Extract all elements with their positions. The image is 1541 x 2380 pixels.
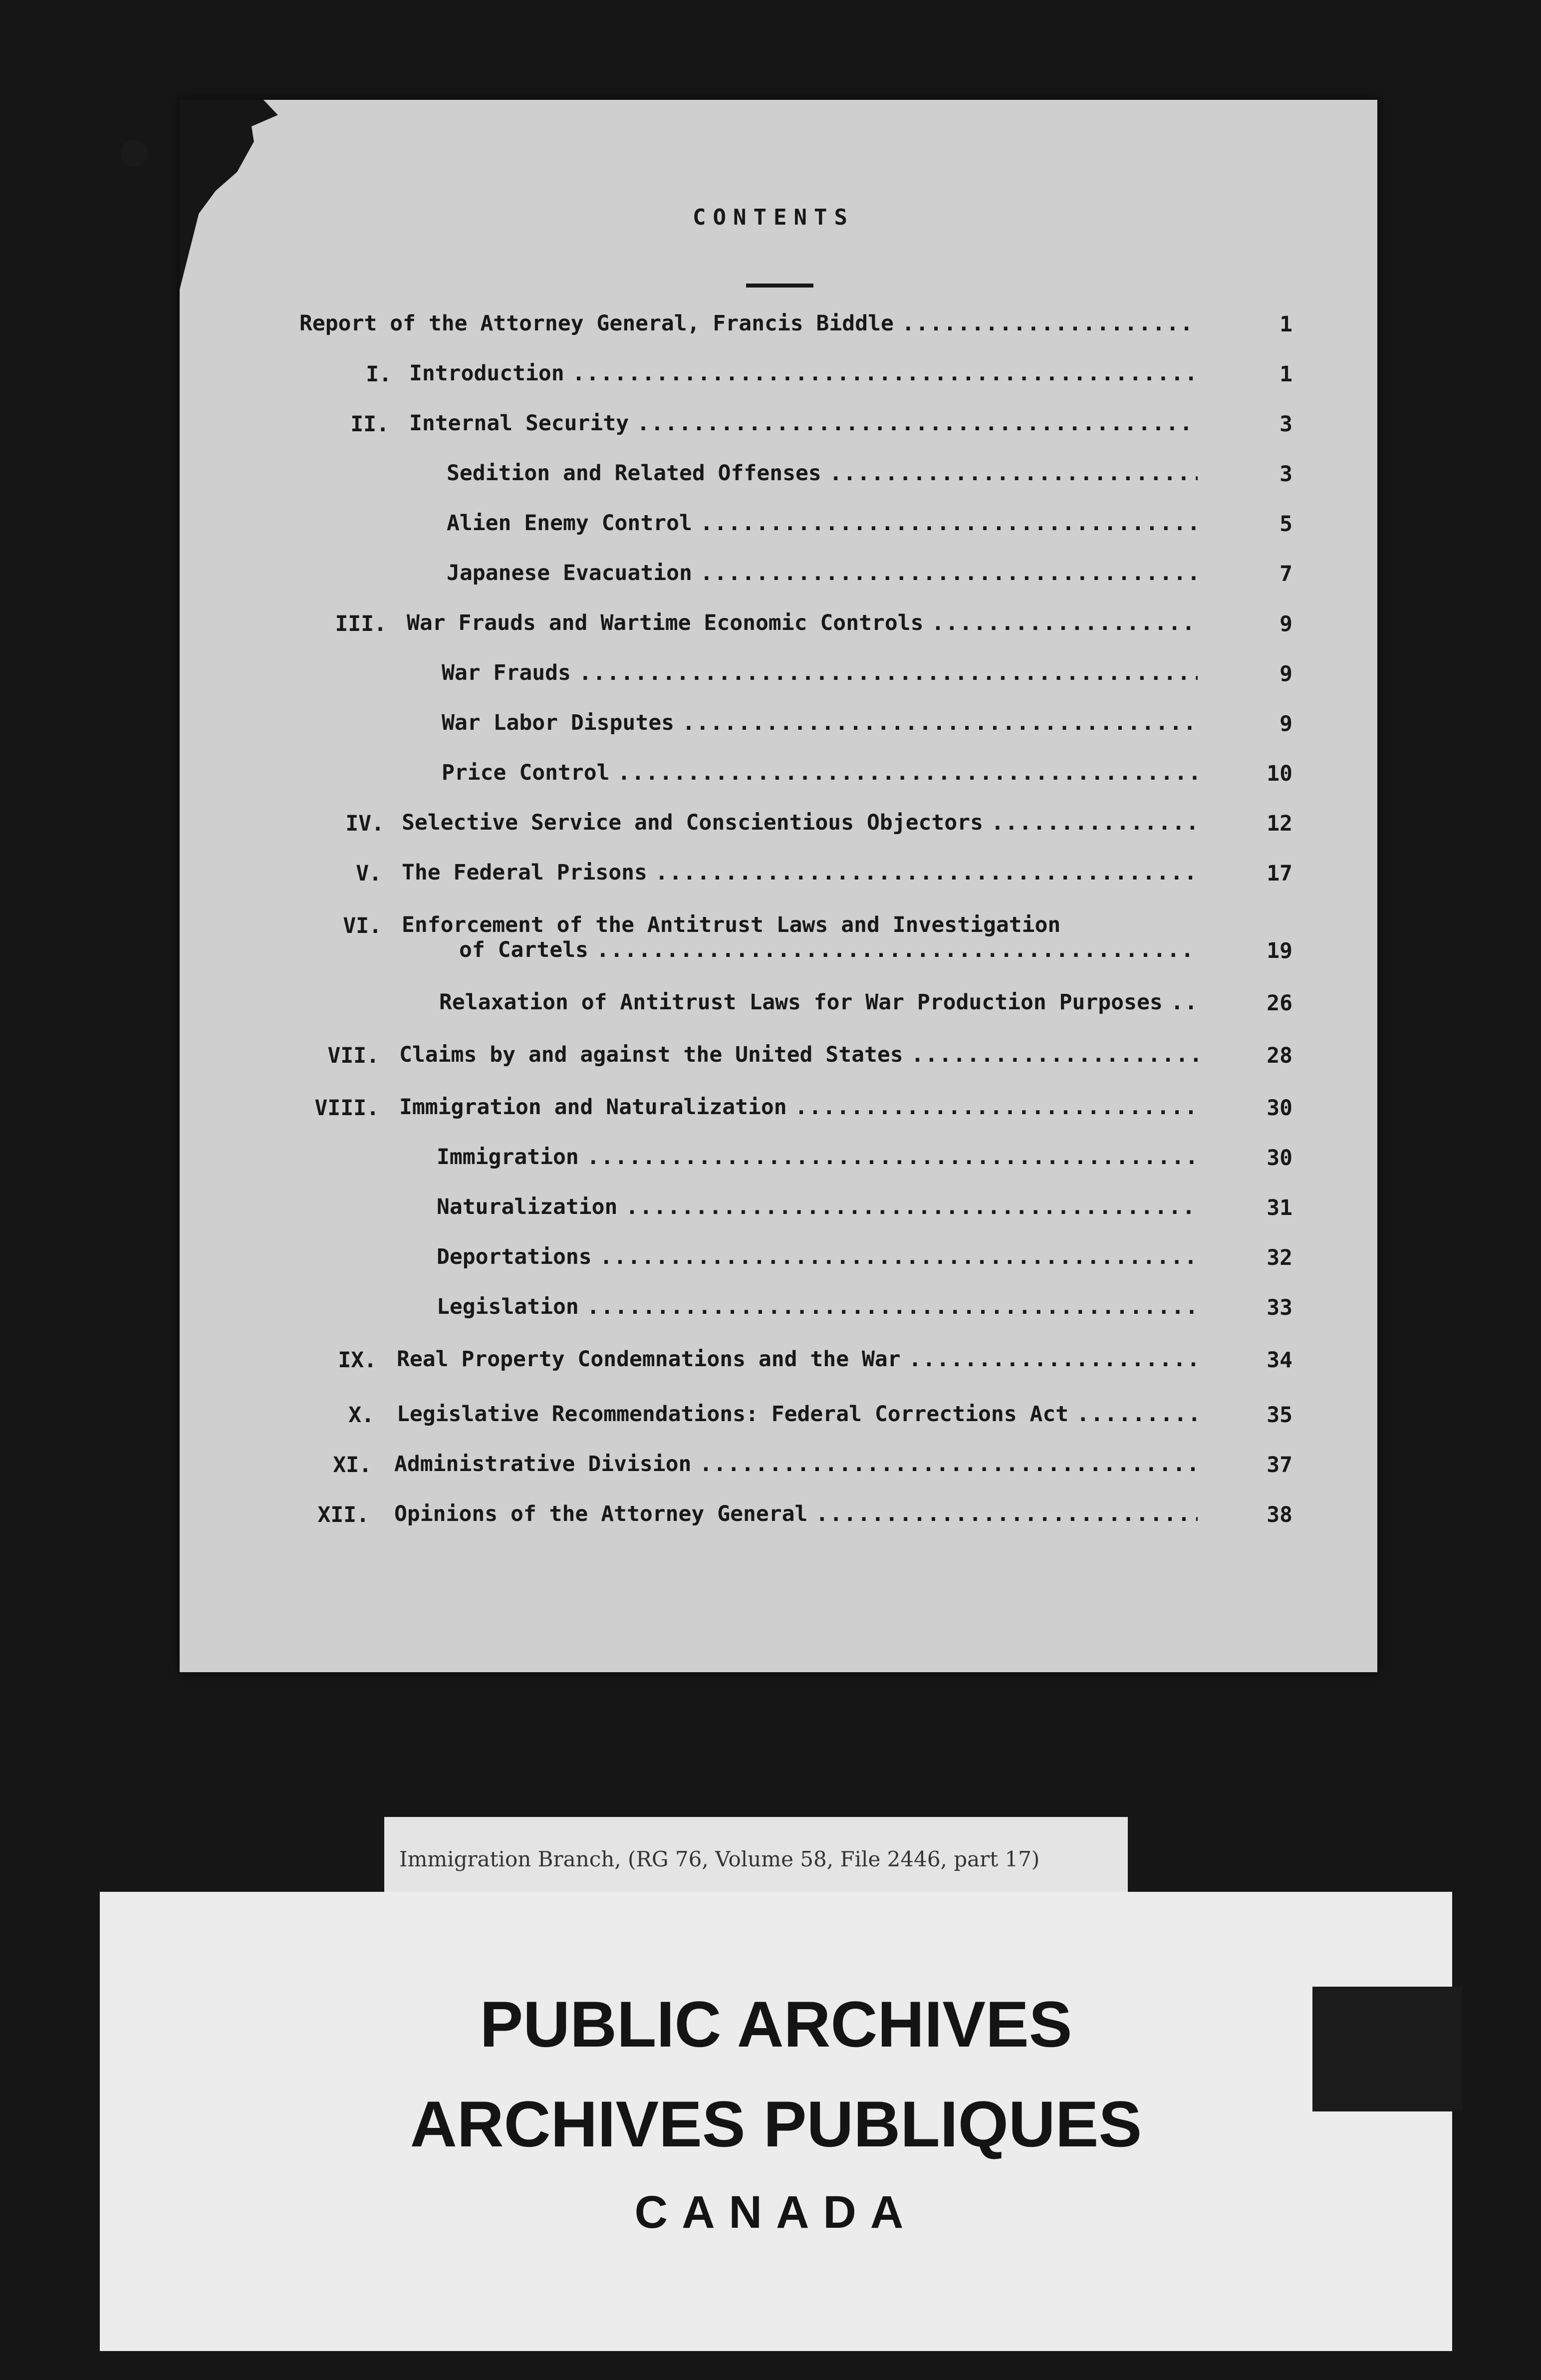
toc-entry xyxy=(407,611,1198,635)
toc-leader-dots xyxy=(587,1295,1198,1319)
toc-entry xyxy=(437,1295,1198,1319)
toc-entry-title: War Frauds xyxy=(442,660,571,685)
toc-leader-dots xyxy=(795,1096,1198,1119)
toc-page-number: 38 xyxy=(1267,1502,1292,1527)
archive-reference-label: Immigration Branch, (RG 76, Volume 58, File 2446, part 17) xyxy=(399,1847,1040,1871)
toc-entry-title: Naturalization xyxy=(437,1194,618,1219)
toc-entry xyxy=(442,761,1198,785)
toc-leader-dots xyxy=(596,938,1198,962)
toc-entry xyxy=(409,412,1198,435)
card-line-public-archives: PUBLIC ARCHIVES xyxy=(480,1988,1072,2061)
toc-leader-dots xyxy=(655,861,1198,885)
toc-leader-dots xyxy=(1171,991,1198,1014)
toc-section-number: III. xyxy=(335,611,387,636)
toc-page-number: 5 xyxy=(1280,512,1292,537)
toc-entry xyxy=(437,1146,1198,1169)
toc-leader-dots xyxy=(991,811,1198,835)
toc-entry-title: Price Control xyxy=(442,760,610,785)
toc-page-number: 3 xyxy=(1280,412,1292,437)
toc-section-number: XI. xyxy=(333,1453,372,1478)
toc-entry xyxy=(459,938,1198,962)
toc-entry-title: The Federal Prisons xyxy=(402,860,647,885)
toc-entry xyxy=(399,1096,1198,1119)
toc-page-number: 1 xyxy=(1280,312,1292,337)
toc-page-number: 1 xyxy=(1280,362,1292,387)
toc-page-number: 30 xyxy=(1267,1146,1292,1171)
toc-page-number: 10 xyxy=(1267,761,1292,786)
toc-entry xyxy=(442,711,1198,735)
toc-entry xyxy=(402,861,1198,885)
toc-leader-dots xyxy=(829,462,1198,485)
toc-entry-title: Internal Security xyxy=(409,411,629,436)
toc-section-number: IX. xyxy=(338,1348,377,1373)
toc-entry xyxy=(409,362,1198,385)
toc-leader-dots xyxy=(682,711,1198,735)
toc-entry-title: Legislative Recommendations: Federal Corrections Act xyxy=(397,1402,1069,1427)
toc-leader-dots xyxy=(637,412,1198,435)
toc-leader-dots xyxy=(600,1245,1198,1269)
toc-page-number: 32 xyxy=(1267,1245,1292,1270)
toc-entry xyxy=(402,913,1198,937)
toc-entry-title: Selective Service and Conscientious Objectors xyxy=(402,810,983,835)
page-title: CONTENTS xyxy=(693,205,854,230)
toc-section-number: VIII. xyxy=(314,1096,379,1121)
toc-page-number: 17 xyxy=(1267,861,1292,886)
toc-entry xyxy=(394,1502,1198,1526)
toc-leader-dots xyxy=(932,611,1198,635)
toc-entry xyxy=(447,512,1198,535)
toc-page-number: 28 xyxy=(1267,1043,1292,1068)
toc-entry xyxy=(402,811,1198,835)
card-line-archives-publiques: ARCHIVES PUBLIQUES xyxy=(410,2087,1142,2160)
toc-section-number: I. xyxy=(366,362,392,387)
toc-entry xyxy=(442,661,1198,685)
toc-page-number: 35 xyxy=(1267,1403,1292,1428)
toc-entry xyxy=(399,1043,1198,1067)
toc-entry-title: Immigration xyxy=(437,1145,579,1170)
toc-page-number: 37 xyxy=(1267,1453,1292,1478)
toc-entry xyxy=(299,312,1198,335)
toc-entry-title: War Labor Disputes xyxy=(442,710,674,735)
toc-entry-title: Legislation xyxy=(437,1294,579,1319)
toc-entry xyxy=(447,562,1198,585)
toc-leader-dots xyxy=(625,1195,1198,1219)
toc-leader-dots xyxy=(618,761,1198,785)
toc-leader-dots xyxy=(579,661,1198,685)
toc-page-number: 34 xyxy=(1267,1348,1292,1373)
toc-leader-dots xyxy=(572,362,1198,385)
title-rule xyxy=(746,284,813,288)
toc-leader-dots xyxy=(911,1043,1198,1067)
toc-entry xyxy=(397,1348,1198,1371)
toc-entry-title: Sedition and Related Offenses xyxy=(447,461,821,486)
archive-card xyxy=(100,1892,1452,2351)
toc-entry-title: Report of the Attorney General, Francis Biddle xyxy=(299,311,894,336)
toc-page-number: 3 xyxy=(1280,462,1292,487)
toc-page-number: 12 xyxy=(1267,811,1292,836)
toc-entry xyxy=(439,991,1198,1014)
toc-section-number: VI. xyxy=(343,913,382,938)
toc-section-number: XII. xyxy=(317,1502,369,1527)
toc-entry-title: Administrative Division xyxy=(394,1452,692,1477)
toc-entry-title: of Cartels xyxy=(459,937,588,962)
toc-entry-title: Deportations xyxy=(437,1244,592,1269)
toc-entry-title: Alien Enemy Control xyxy=(447,511,692,536)
toc-section-number: V. xyxy=(356,861,382,886)
clip-shadow xyxy=(1312,1987,1462,2111)
card-line-canada: CANADA xyxy=(634,2187,918,2238)
toc-page-number: 9 xyxy=(1280,711,1292,736)
punch-hole xyxy=(121,140,148,167)
toc-entry-title: Opinions of the Attorney General xyxy=(394,1501,808,1526)
toc-entry-title: Real Property Condemnations and the War xyxy=(397,1347,901,1372)
toc-section-number: VII. xyxy=(327,1043,379,1068)
toc-leader-dots xyxy=(699,1453,1198,1476)
toc-entry xyxy=(394,1453,1198,1476)
toc-entry-title: Relaxation of Antitrust Laws for War Production Purposes xyxy=(439,990,1163,1015)
toc-page-number: 30 xyxy=(1267,1096,1292,1121)
toc-leader-dots xyxy=(815,1502,1198,1526)
toc-leader-dots xyxy=(700,562,1198,585)
toc-entry xyxy=(447,462,1198,485)
toc-section-number: IV. xyxy=(345,811,384,836)
toc-leader-dots xyxy=(902,312,1198,335)
toc-entry-title: Japanese Evacuation xyxy=(447,561,692,586)
toc-entry-title: Enforcement of the Antitrust Laws and Investigation xyxy=(402,912,1061,937)
toc-page-number: 19 xyxy=(1267,938,1292,963)
toc-entry xyxy=(437,1245,1198,1269)
toc-leader-dots xyxy=(587,1146,1198,1169)
toc-page-number: 7 xyxy=(1280,562,1292,587)
toc-entry-title: Immigration and Naturalization xyxy=(399,1095,787,1120)
toc-page-number: 33 xyxy=(1267,1295,1292,1320)
toc-entry-title: War Frauds and Wartime Economic Controls xyxy=(407,610,924,635)
toc-entry xyxy=(437,1195,1198,1219)
toc-page-number: 31 xyxy=(1267,1195,1292,1220)
toc-page-number: 26 xyxy=(1267,991,1292,1016)
toc-section-number: II. xyxy=(350,412,389,437)
toc-leader-dots xyxy=(700,512,1198,535)
toc-leader-dots xyxy=(909,1348,1198,1371)
toc-page-number: 9 xyxy=(1280,611,1292,636)
toc-page-number: 9 xyxy=(1280,661,1292,686)
toc-entry xyxy=(397,1403,1198,1426)
toc-leader-dots xyxy=(1076,1403,1198,1426)
toc-section-number: X. xyxy=(348,1403,374,1428)
toc-entry-title: Claims by and against the United States xyxy=(399,1042,903,1067)
toc-entry-title: Introduction xyxy=(409,361,564,386)
